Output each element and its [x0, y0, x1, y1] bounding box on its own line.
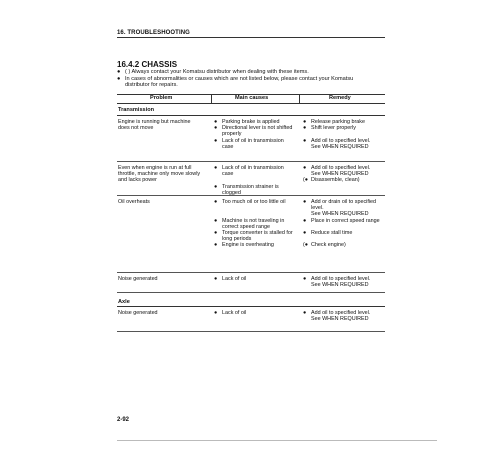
header-problem: Problem [150, 95, 173, 101]
remedy-item [303, 165, 385, 177]
cause-item [214, 276, 294, 282]
bullet-icon: ● [214, 183, 218, 190]
cause-line: correct speed range [222, 223, 270, 230]
problem-line: Even when engine is run at full [118, 165, 192, 171]
bullet-icon: ● [214, 276, 218, 282]
remedy-item [303, 276, 385, 288]
bullet-icon: ● [303, 199, 307, 205]
section-title: 16.4.2 CHASSIS [117, 60, 178, 69]
remedy-line: Add oil to specified level. [311, 165, 371, 171]
cause-line: Lack of oil [222, 276, 247, 282]
remedy-line: See WHEN REQUIRED [311, 211, 369, 218]
remedy-item [303, 310, 385, 322]
remedy-item [303, 177, 385, 183]
cause-line: Lack of oil in transmission case [222, 165, 284, 178]
bullet-icon: ● [214, 199, 218, 205]
causes-cell [214, 199, 294, 249]
table-row [117, 273, 385, 293]
bullet-icon: ● [214, 242, 218, 249]
problem-line: Noise generated [118, 276, 158, 282]
bullet-icon: (● [303, 177, 309, 184]
chapter-header: 16. TROUBLESHOOTING [117, 30, 385, 38]
cause-line: Engine is overheating [222, 242, 274, 249]
cause-line: Torque converter is stalled for [222, 230, 293, 237]
remedy-line: level. [311, 205, 324, 212]
problem-cell [118, 310, 206, 316]
bullet-icon: ● [214, 217, 218, 224]
cause-item [214, 125, 294, 137]
problem-line: Noise generated [118, 310, 158, 316]
bullet-icon: ● [117, 76, 121, 82]
problem-line: Engine is running but machine [118, 119, 191, 125]
remedy-item [303, 138, 385, 150]
header-causes: Main causes [235, 95, 269, 101]
remedy-cell [303, 119, 385, 150]
remedy-line: Add oil to specified level. [311, 137, 371, 144]
problem-cell [118, 165, 206, 184]
problem-line: throttle, machine only move slowly [118, 171, 201, 178]
bullet-icon: ● [303, 137, 307, 144]
bullet-icon: ● [117, 69, 121, 75]
cause-line: Lack of oil [222, 310, 247, 316]
remedy-line: Reduce stall time [311, 230, 353, 237]
remedy-line: See WHEN REQUIRED [311, 171, 369, 178]
remedy-cell [303, 276, 385, 288]
remedy-line: Add or drain oil to specified [311, 199, 377, 205]
note-text: In cases of abnormalities or causes which are not listed below, please contact your Komatsu [125, 76, 354, 82]
remedy-line: See WHEN REQUIRED [311, 316, 369, 323]
remedy-cell [303, 165, 385, 184]
note-text-continued: distributor for repairs. [125, 82, 178, 89]
remedy-line: Add oil to specified level. [311, 276, 371, 282]
note-text: ( ) Always contact your Komatsu distributor when dealing with these items. [125, 69, 309, 75]
remedy-line: Place in correct speed range [311, 217, 380, 224]
note-1 [117, 69, 309, 75]
bullet-icon: ● [303, 276, 307, 282]
note-2 [117, 76, 353, 89]
causes-cell [214, 165, 294, 196]
cause-line: Machine is not traveling in [222, 217, 285, 224]
page-number: 2-92 [117, 417, 130, 423]
problem-cell [118, 276, 206, 282]
causes-cell [214, 119, 294, 150]
header-remedy: Remedy [329, 95, 351, 101]
table-row [117, 196, 385, 273]
group-axle: Axle [117, 296, 385, 307]
problem-cell [118, 119, 206, 131]
remedy-line: Disassemble, clean) [311, 177, 360, 184]
group-transmission: Transmission [117, 104, 385, 116]
bullet-icon: ● [303, 217, 307, 224]
causes-cell [214, 276, 294, 282]
transmission-rows [117, 116, 385, 293]
bullet-icon: ● [303, 125, 307, 132]
bullet-icon: ● [303, 165, 307, 171]
cause-line: Too much oil or too little oil [222, 199, 286, 205]
cause-item [214, 138, 294, 150]
problem-line: does not move [118, 125, 154, 132]
cause-line: Directional lever is not shifted [222, 125, 293, 132]
cause-line: properly [222, 131, 242, 138]
cause-item [214, 165, 294, 177]
remedy-line: Add oil to specified level. [311, 310, 371, 316]
table-row [117, 307, 385, 332]
header-divider [211, 95, 212, 103]
table-header [117, 94, 385, 104]
footer-rule [117, 440, 437, 441]
problem-line: Oil overheats [118, 199, 150, 205]
cause-item [214, 242, 294, 248]
cause-line: Lack of oil in transmission case [222, 137, 284, 150]
remedy-line: Check engine) [311, 242, 346, 249]
problem-line: and lacks power [118, 177, 157, 184]
cause-item [214, 218, 294, 230]
header-divider [299, 95, 300, 103]
cause-item [214, 205, 294, 217]
cause-line: Transmission strainer is clogged [222, 183, 279, 196]
remedy-item [303, 199, 385, 218]
bullet-icon: ● [303, 310, 307, 316]
bullet-icon: ● [303, 119, 307, 125]
table-row [117, 162, 385, 196]
bullet-icon: ● [214, 125, 218, 132]
remedy-line: See WHEN REQUIRED [311, 282, 369, 289]
remedy-cell [303, 199, 385, 249]
troubleshooting-table [117, 94, 385, 332]
bullet-icon: ● [303, 230, 307, 237]
axle-rows [117, 307, 385, 332]
remedy-line: Shift lever properly [311, 125, 356, 132]
bullet-icon: ● [214, 119, 218, 125]
bullet-icon: (● [303, 242, 309, 249]
remedy-cell [303, 310, 385, 322]
cause-line: Parking brake is applied [222, 119, 280, 125]
remedy-line: See WHEN REQUIRED [311, 143, 369, 150]
remedy-line: Release parking brake [311, 119, 365, 125]
cause-item [214, 184, 294, 196]
problem-cell [118, 199, 206, 205]
remedy-item [303, 242, 385, 248]
bullet-icon: ● [214, 310, 218, 316]
bullet-icon: ● [214, 230, 218, 237]
table-row [117, 116, 385, 162]
bullet-icon: ● [214, 165, 218, 171]
cause-item [214, 230, 294, 242]
cause-item [214, 310, 294, 316]
cause-line: long periods [222, 236, 252, 243]
bullet-icon: ● [214, 137, 218, 144]
causes-cell [214, 310, 294, 316]
